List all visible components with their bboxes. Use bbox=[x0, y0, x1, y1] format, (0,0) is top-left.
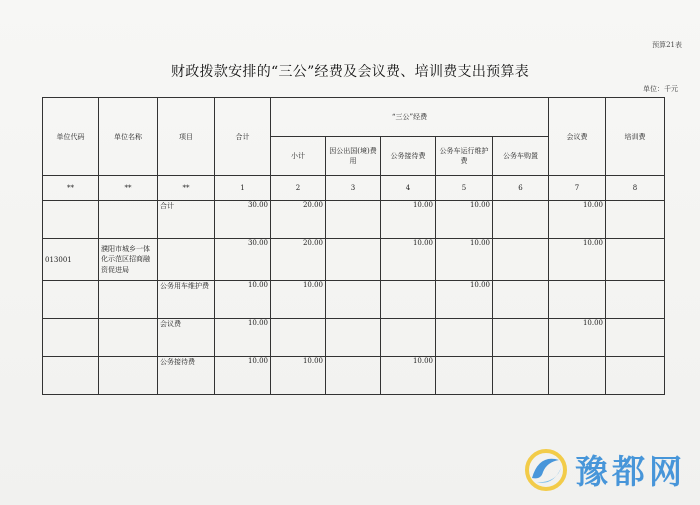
cell-total: 10.00 bbox=[215, 357, 271, 395]
cell-vehicle-running: 10.00 bbox=[436, 281, 493, 319]
cell-training bbox=[606, 239, 665, 281]
unit-label: 单位：千元 bbox=[643, 85, 678, 93]
cell-vehicle-purchase bbox=[493, 319, 549, 357]
cell-meeting bbox=[549, 357, 606, 395]
cell-code bbox=[43, 319, 99, 357]
header-item: 项目 bbox=[158, 98, 215, 176]
header-total: 合计 bbox=[215, 98, 271, 176]
cell-item: 公务接待费 bbox=[158, 357, 215, 395]
index-cell: ** bbox=[99, 176, 158, 201]
cell-meeting: 10.00 bbox=[549, 239, 606, 281]
cell-reception: 10.00 bbox=[381, 201, 436, 239]
cell-reception: 10.00 bbox=[381, 357, 436, 395]
cell-abroad bbox=[326, 239, 381, 281]
cell-code bbox=[43, 281, 99, 319]
index-cell: 8 bbox=[606, 176, 665, 201]
cell-abroad bbox=[326, 319, 381, 357]
cell-code bbox=[43, 201, 99, 239]
cell-total: 10.00 bbox=[215, 281, 271, 319]
cell-subtotal: 20.00 bbox=[271, 201, 326, 239]
cell-training bbox=[606, 201, 665, 239]
cell-vehicle-purchase bbox=[493, 201, 549, 239]
header-training: 培训费 bbox=[606, 98, 665, 176]
index-cell: 7 bbox=[549, 176, 606, 201]
cell-total: 30.00 bbox=[215, 201, 271, 239]
cell-reception bbox=[381, 319, 436, 357]
index-row bbox=[43, 176, 665, 201]
cell-vehicle-purchase bbox=[493, 281, 549, 319]
cell-name bbox=[99, 281, 158, 319]
cell-total: 10.00 bbox=[215, 319, 271, 357]
cell-name: 濮阳市城乡一体化示范区招商融资促进局 bbox=[99, 239, 158, 281]
index-cell: ** bbox=[43, 176, 99, 201]
index-cell: 3 bbox=[326, 176, 381, 201]
cell-item bbox=[158, 239, 215, 281]
cell-reception: 10.00 bbox=[381, 239, 436, 281]
index-cell: 2 bbox=[271, 176, 326, 201]
header-reception: 公务接待费 bbox=[381, 137, 436, 176]
header-subtotal: 小计 bbox=[271, 137, 326, 176]
table-row-unit bbox=[43, 239, 665, 281]
swirl-logo-icon bbox=[523, 448, 569, 492]
header-unit-code: 单位代码 bbox=[43, 98, 99, 176]
header-sangong: “三公”经费 bbox=[271, 98, 549, 137]
cell-vehicle-purchase bbox=[493, 357, 549, 395]
cell-name bbox=[99, 319, 158, 357]
cell-abroad bbox=[326, 281, 381, 319]
watermark-text: 豫都网 bbox=[575, 452, 686, 491]
cell-vehicle-running: 10.00 bbox=[436, 201, 493, 239]
cell-meeting: 10.00 bbox=[549, 201, 606, 239]
form-number: 预算21表 bbox=[652, 41, 682, 49]
header-vehicle-purchase: 公务车购置 bbox=[493, 137, 549, 176]
table-row-total bbox=[43, 201, 665, 239]
header-meeting: 会议费 bbox=[549, 98, 606, 176]
cell-training bbox=[606, 281, 665, 319]
cell-abroad bbox=[326, 201, 381, 239]
table-row-meeting bbox=[43, 319, 665, 357]
cell-item: 合计 bbox=[158, 201, 215, 239]
header-unit-name: 单位名称 bbox=[99, 98, 158, 176]
cell-vehicle-running: 10.00 bbox=[436, 239, 493, 281]
table-row-reception bbox=[43, 357, 665, 395]
table-row-vehicle bbox=[43, 281, 665, 319]
cell-item: 公务用车维护费 bbox=[158, 281, 215, 319]
cell-name bbox=[99, 201, 158, 239]
budget-table bbox=[42, 97, 665, 395]
cell-vehicle-running bbox=[436, 357, 493, 395]
cell-subtotal bbox=[271, 319, 326, 357]
index-cell: 4 bbox=[381, 176, 436, 201]
cell-meeting bbox=[549, 281, 606, 319]
index-cell: 6 bbox=[493, 176, 549, 201]
cell-reception bbox=[381, 281, 436, 319]
header-vehicle-running: 公务车运行维护费 bbox=[436, 137, 493, 176]
index-cell: 5 bbox=[436, 176, 493, 201]
cell-training bbox=[606, 319, 665, 357]
cell-training bbox=[606, 357, 665, 395]
header-abroad: 因公出国(境)费用 bbox=[326, 137, 381, 176]
cell-subtotal: 10.00 bbox=[271, 357, 326, 395]
cell-total: 30.00 bbox=[215, 239, 271, 281]
index-cell: ** bbox=[158, 176, 215, 201]
page-title: 财政拨款安排的“三公”经费及会议费、培训费支出预算表 bbox=[170, 64, 530, 80]
cell-code: 013001 bbox=[43, 239, 99, 281]
cell-code bbox=[43, 357, 99, 395]
site-watermark bbox=[523, 446, 686, 493]
cell-abroad bbox=[326, 357, 381, 395]
cell-vehicle-running bbox=[436, 319, 493, 357]
cell-meeting: 10.00 bbox=[549, 319, 606, 357]
cell-subtotal: 10.00 bbox=[271, 281, 326, 319]
cell-vehicle-purchase bbox=[493, 239, 549, 281]
index-cell: 1 bbox=[215, 176, 271, 201]
cell-subtotal: 20.00 bbox=[271, 239, 326, 281]
cell-name bbox=[99, 357, 158, 395]
cell-item: 会议费 bbox=[158, 319, 215, 357]
